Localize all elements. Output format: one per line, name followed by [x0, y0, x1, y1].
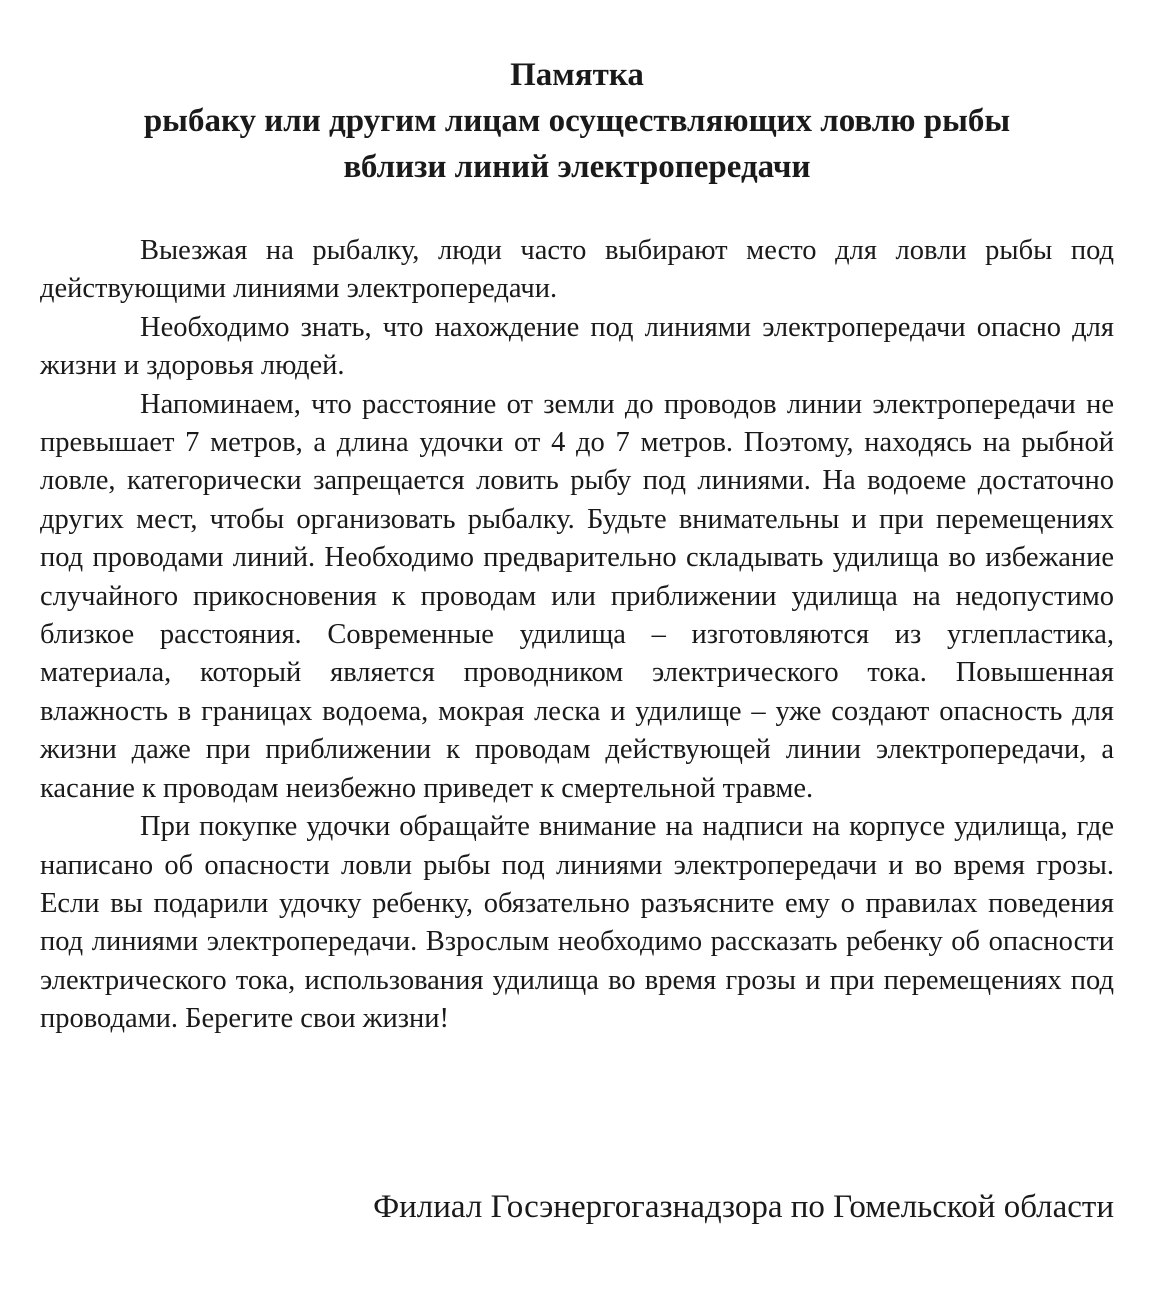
paragraph-2: Необходимо знать, что нахождение под линиями электропередачи опасно для жизни и здоровья людей. — [40, 311, 1114, 382]
document-page — [40, 52, 1114, 1039]
title-line-3: вблизи линий электропередачи — [343, 149, 811, 185]
paragraph-1: Выезжая на рыбалку, люди часто выбирают место для ловли рыбы под действующими линиями электропередачи. — [40, 235, 1114, 305]
paragraph-3: Напоминаем, что расстояние от земли до проводов линии электропередачи не превышает 7 метров, а длина удочки от 4 до 7 метров. Поэтому, находясь на рыбной ловле, категорически запрещается ловить рыбу под линиями. На водоеме достаточно других мест, чтобы организовать рыбалку. Будьте внимательны и при перемещениях под проводами линий. Необходимо предварительно складывать удилища во избежание случайного прикосновения к проводам или приближении удилища на недопустимо близкое расстояния. Современные удилища – изготовляются из углепластика, материала, который является проводником электрического тока. Повышенная влажность в границах водоема, мокрая леска и удилище – уже создают опасность для жизни даже при приближении к проводам действующей линии электропередачи, а касание к проводам неизбежно приведет к смертельной травме. — [40, 388, 1114, 804]
signature: Филиал Госэнергогазнадзора по Гомельской области — [373, 1189, 1114, 1225]
document-title — [40, 52, 1114, 190]
title-line-1: Памятка — [510, 57, 644, 93]
title-line-2: рыбаку или другим лицам осуществляющих ловлю рыбы — [143, 103, 1011, 139]
document-body — [40, 232, 1114, 1039]
paragraph-4: При покупке удочки обращайте внимание на надписи на корпусе удилища, где написано об опасности ловли рыбы под линиями электропередачи и во время грозы. Если вы подарили удочку ребенку, обязательно разъясните ему о правилах поведения под линиями электропередачи. Взрослым необходимо рассказать ребенку об опасности электрического тока, использования удилища во время грозы и при перемещениях под проводами. Берегите свои жизни! — [40, 811, 1114, 1035]
